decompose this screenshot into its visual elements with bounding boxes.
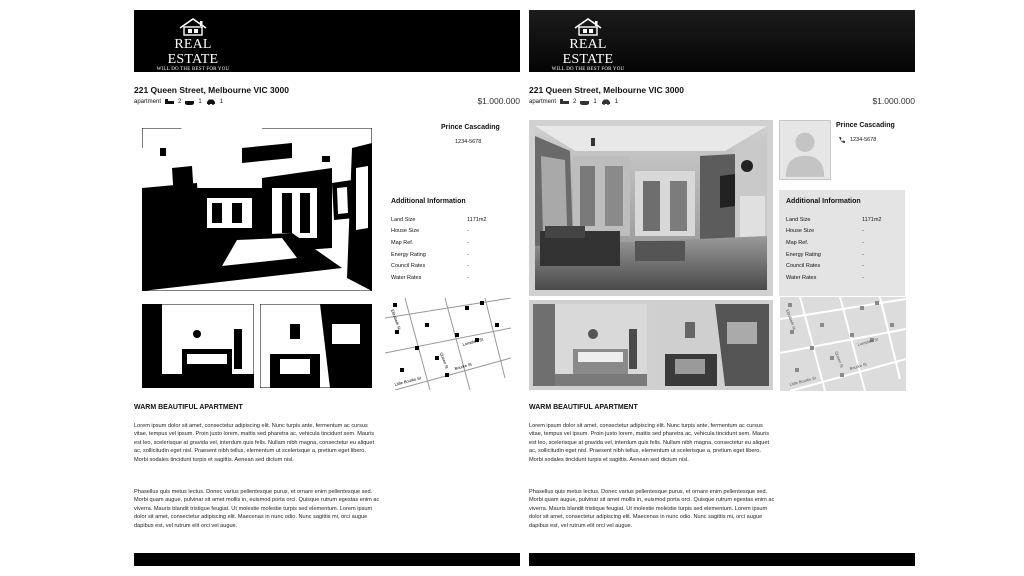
info-value: 1171m2 bbox=[862, 216, 882, 223]
footer-bar bbox=[529, 553, 915, 566]
brochure-page-grayscale bbox=[529, 10, 915, 566]
info-row bbox=[391, 214, 486, 226]
info-row bbox=[786, 237, 881, 249]
bed-icon bbox=[560, 99, 569, 105]
bath-icon bbox=[580, 99, 589, 105]
location-map[interactable] bbox=[780, 297, 906, 391]
description-title: WARM BEAUTIFUL APARTMENT bbox=[134, 404, 243, 411]
additional-info-table bbox=[391, 214, 486, 284]
bedrooms-count: 2 bbox=[573, 99, 577, 105]
agent-phone[interactable]: 1234-5678 bbox=[850, 137, 877, 143]
description-paragraph: Lorem ipsum dolor sit amet, consectetur adipiscing elit. Nunc turpis ante, fermentum ac cursus vitae, tempus vel ipsum. Proin justo lorem, mattis sed pharetra ac, vehicula tincidunt sem. Mauris est leo, scelerisque at gravida vel, interdum quis felis. Nullam nibh magna, consectetur eu aliquet ac, sollicitudin eget nisl. Praesent nibh tellus, elementum ut scelerisque a, pretium eget libero. Morbi sodales tincidunt turpis et sagittis. Aenean sed dictum nisl. bbox=[134, 423, 375, 463]
house-logo-icon bbox=[176, 18, 210, 36]
street-map-gray bbox=[780, 297, 906, 391]
kitchen-photo bbox=[260, 304, 372, 388]
brochure-page-bw bbox=[134, 10, 520, 566]
info-label: Energy Rating bbox=[391, 251, 426, 258]
agent-name: Prince Cascading bbox=[441, 124, 500, 131]
person-placeholder-icon bbox=[780, 121, 830, 179]
info-row bbox=[391, 272, 486, 284]
property-type: apartment bbox=[134, 99, 162, 105]
house-logo-icon bbox=[571, 18, 605, 36]
map-street-label: Lonsdale St bbox=[856, 336, 879, 347]
description-title: WARM BEAUTIFUL APARTMENT bbox=[529, 404, 638, 411]
info-value: - bbox=[467, 274, 469, 281]
info-row bbox=[786, 214, 881, 226]
kitchen-photo bbox=[651, 300, 773, 390]
agent-name: Prince Cascading bbox=[836, 122, 895, 129]
info-row bbox=[786, 249, 881, 261]
info-row bbox=[786, 272, 881, 284]
info-label: Map Ref. bbox=[786, 239, 809, 246]
location-map[interactable] bbox=[385, 298, 511, 390]
parking-count: 1 bbox=[219, 99, 224, 105]
car-icon bbox=[206, 99, 216, 105]
property-type: apartment bbox=[529, 99, 557, 105]
map-street-label: Little Bourke St bbox=[788, 375, 817, 387]
info-row bbox=[786, 226, 881, 238]
info-row bbox=[391, 237, 486, 249]
brand-tagline: WILL DO THE BEST FOR YOU bbox=[551, 67, 625, 72]
map-street-label: Elizabeth St bbox=[390, 308, 403, 331]
map-street-label: Bourke St bbox=[848, 361, 868, 371]
bathrooms-count: 1 bbox=[198, 99, 202, 105]
info-label: House Size bbox=[786, 228, 815, 235]
description-paragraph: Phasellus quis metus lectus. Donec varius pellentesque purus, et ornare enim pellentesque sed. Morbi quam augue, pulvinar sit amet mollis in, euismod porta orci. Quisque rutrum egestas enim ac viverra. Mauris blandit tristique feugiat. Ut molestie molestie turpis sed elementum. Lorem ipsum dolor sit amet, consectetur adipiscing elit. Maecenas in nunc odio. Nunc sagittis mi, orci augue dapibus est, vel rutrum elit orci vel augue. bbox=[134, 489, 380, 529]
listing-address: 221 Queen Street, Melbourne VIC 3000 bbox=[134, 85, 289, 95]
bedroom-photo-gray bbox=[533, 304, 647, 386]
info-row bbox=[786, 260, 881, 272]
info-row bbox=[391, 249, 486, 261]
kitchen-photo-gray bbox=[655, 304, 769, 386]
brand-title: REAL ESTATE bbox=[167, 37, 219, 67]
bed-icon bbox=[165, 99, 174, 105]
map-street-label: Bourke St bbox=[453, 361, 473, 371]
brand-title: REAL ESTATE bbox=[562, 37, 614, 67]
info-value: - bbox=[862, 251, 864, 258]
additional-info-title: Additional Information bbox=[391, 198, 466, 205]
map-street-label: Queen St bbox=[439, 351, 450, 370]
info-label: Land Size bbox=[391, 216, 416, 223]
listing-features bbox=[134, 99, 223, 105]
listing-price: $1.000.000 bbox=[872, 96, 915, 106]
brand-tagline: WILL DO THE BEST FOR YOU bbox=[156, 67, 230, 72]
info-value: - bbox=[467, 263, 469, 270]
info-label: Council Rates bbox=[391, 263, 426, 270]
living-room-photo-gray bbox=[535, 126, 767, 290]
bathrooms-count: 1 bbox=[593, 99, 597, 105]
bedrooms-count: 2 bbox=[178, 99, 182, 105]
info-label: Map Ref. bbox=[391, 239, 414, 246]
map-street-label: Little Bourke St bbox=[393, 375, 422, 387]
listing-features bbox=[529, 99, 618, 105]
living-room-photo-bw bbox=[142, 128, 372, 291]
header-banner bbox=[529, 10, 915, 72]
info-label: Land Size bbox=[786, 216, 811, 223]
car-icon bbox=[601, 99, 611, 105]
listing-price: $1.000.000 bbox=[477, 96, 520, 106]
bedroom-photo bbox=[142, 304, 254, 388]
bedroom-photo-bw bbox=[142, 304, 254, 388]
header-banner bbox=[134, 10, 520, 72]
additional-info-panel bbox=[384, 190, 510, 290]
street-map-bw bbox=[385, 298, 511, 390]
brand-logo bbox=[148, 18, 238, 72]
additional-info-title: Additional Information bbox=[786, 198, 861, 205]
info-value: - bbox=[862, 274, 864, 281]
additional-info-panel bbox=[779, 190, 905, 296]
info-label: Council Rates bbox=[786, 263, 821, 270]
info-row bbox=[391, 260, 486, 272]
info-value: - bbox=[467, 239, 469, 246]
info-label: Energy Rating bbox=[786, 251, 821, 258]
description-paragraph: Phasellus quis metus lectus. Donec varius pellentesque purus, et ornare enim pellentesque sed. Morbi quam augue, pulvinar sit amet mollis in, euismod porta orci. Quisque rutrum egestas enim ac viverra. Mauris blandit tristique feugiat. Ut molestie molestie turpis sed elementum. Lorem ipsum dolor sit amet, consectetur adipiscing elit. Maecenas in nunc odio. Nunc sagittis mi, orci augue dapibus est, vel rutrum elit orci vel augue. bbox=[529, 489, 775, 529]
parking-count: 1 bbox=[614, 99, 619, 105]
info-value: 1171m2 bbox=[467, 216, 487, 223]
bath-icon bbox=[185, 99, 194, 105]
info-row bbox=[391, 226, 486, 238]
map-street-label: Elizabeth St bbox=[785, 308, 798, 331]
bedroom-photo bbox=[529, 300, 651, 390]
info-value: - bbox=[467, 228, 469, 235]
kitchen-photo-bw bbox=[260, 304, 372, 388]
phone-icon bbox=[838, 136, 846, 144]
info-value: - bbox=[862, 239, 864, 246]
map-street-label: Lonsdale St bbox=[461, 336, 484, 347]
info-label: Water Rates bbox=[786, 274, 817, 281]
brand-logo bbox=[543, 18, 633, 72]
description-paragraph: Lorem ipsum dolor sit amet, consectetur adipiscing elit. Nunc turpis ante, fermentum ac cursus vitae, tempus vel ipsum. Proin justo lorem, mattis sed pharetra ac, vehicula tincidunt sem. Mauris est leo, scelerisque at gravida vel, interdum quis felis. Nullam nibh magna, consectetur eu aliquet ac, sollicitudin eget nisl. Praesent nibh tellus, elementum ut scelerisque a, pretium eget libero. Morbi sodales tincidunt turpis et sagittis. Aenean sed dictum nisl. bbox=[529, 423, 770, 463]
info-value: - bbox=[862, 263, 864, 270]
additional-info-table bbox=[786, 214, 881, 284]
info-label: House Size bbox=[391, 228, 420, 235]
map-street-label: Queen St bbox=[834, 350, 845, 369]
agent-phone: 1234-5678 bbox=[455, 139, 482, 145]
main-photo bbox=[142, 128, 372, 291]
info-value: - bbox=[862, 228, 864, 235]
info-value: - bbox=[467, 251, 469, 258]
info-label: Water Rates bbox=[391, 274, 422, 281]
listing-address: 221 Queen Street, Melbourne VIC 3000 bbox=[529, 85, 684, 95]
agent-avatar bbox=[779, 120, 831, 180]
footer-bar bbox=[134, 553, 520, 566]
main-photo bbox=[529, 120, 773, 296]
